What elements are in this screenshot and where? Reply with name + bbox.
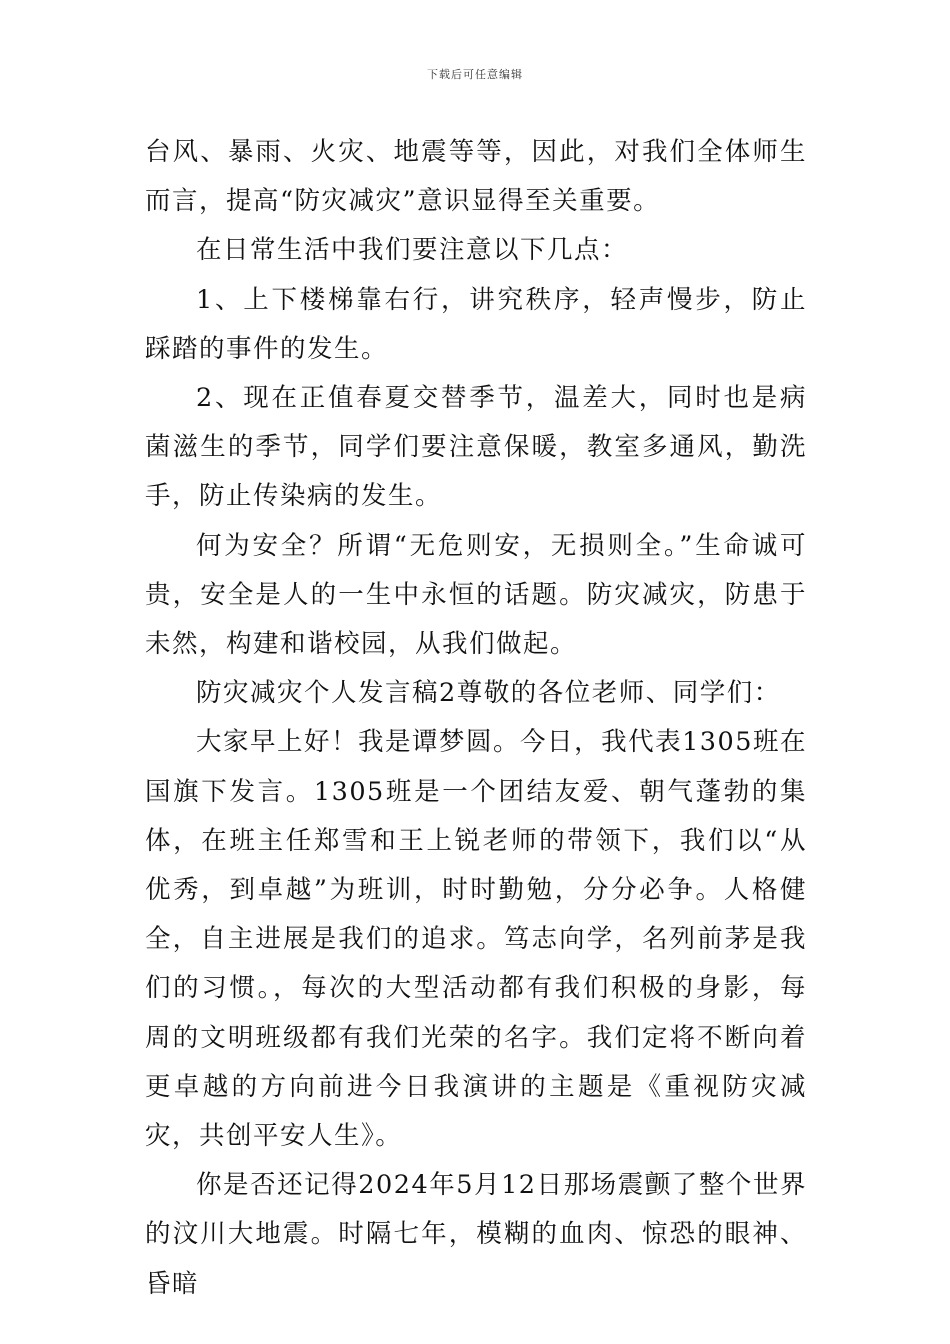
paragraph-6: 防灾减灾个人发言稿2尊敬的各位老师、同学们： (196, 678, 781, 709)
page-header: 下载后可任意编辑 (427, 68, 523, 81)
document-body (145, 128, 807, 1309)
paragraph-5: 何为安全？所谓“无危则安，无损则全。”生命诚可贵，安全是人的一生中永恒的话题。防灾减灾，防患于未然，构建和谐校园，从我们做起。 (145, 530, 807, 660)
paragraph-4: 2、现在正值春夏交替季节，温差大，同时也是病菌滋生的季节，同学们要注意保暖，教室多通风，勤洗手，防止传染病的发生。 (145, 383, 807, 512)
paragraph-8: 你是否还记得2024年5月12日那场震颤了整个世界的汶川大地震。时隔七年，模糊的血肉、惊恐的眼神、昏暗 (145, 1170, 807, 1299)
paragraph-7: 大家早上好！我是谭梦圆。今日，我代表1305班在国旗下发言。1305班是一个团结友爱、朝气蓬勃的集体，在班主任郑雪和王上锐老师的带领下，我们以“从优秀，到卓越”为班训，时时勤勉，分分必争。人格健全，自主进展是我们的追求。笃志向学，名列前茅是我们的习惯。，每次的大型活动都有我们积极的身影，每周的文明班级都有我们光荣的名字。我们定将不断向着更卓越的方向前进今日我演讲的主题是《重视防灾减灾，共创平安人生》。 (145, 727, 807, 1152)
paragraph-1: 台风、暴雨、火灾、地震等等，因此，对我们全体师生而言，提高“防灾减灾”意识显得至关重要。 (145, 137, 807, 217)
paragraph-3: 1、上下楼梯靠右行，讲究秩序，轻声慢步，防止踩踏的事件的发生。 (145, 284, 807, 364)
paragraph-2: 在日常生活中我们要注意以下几点： (196, 235, 629, 266)
